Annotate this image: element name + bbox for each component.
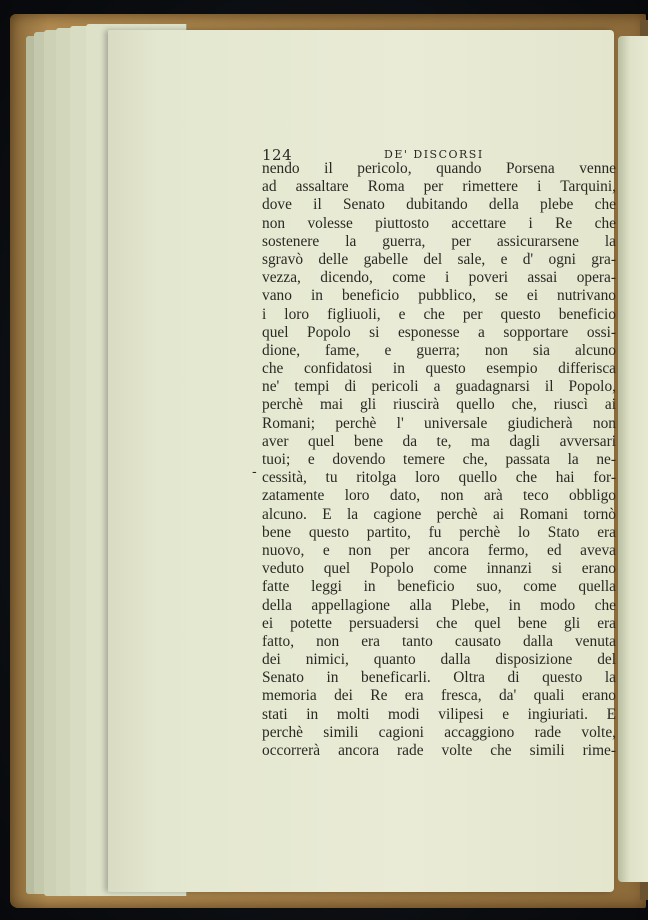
- text-line: nendo il pericolo, quando Porsena venne: [262, 160, 616, 177]
- text-line: cessità, tu ritolga loro quello che hai for-: [262, 469, 616, 487]
- text-line: ei potette persuadersi che quel bene gli era: [262, 614, 616, 632]
- text-line: ad assaltare Roma per rimettere i Tarquini,: [262, 178, 616, 196]
- text-line: occorrerà ancora rade volte che simili rime-: [262, 742, 616, 759]
- text-line: dei nimici, quanto dalla disposizione del: [262, 651, 616, 669]
- body-text: [262, 160, 616, 760]
- facing-page: [618, 36, 648, 882]
- text-line: aver quel bene da te, ma dagli avversari: [262, 432, 616, 450]
- text-line: quel Popolo si esponesse a sopportare ossi-: [262, 323, 616, 341]
- text-line: perchè simili cagioni accaggiono rade volte,: [262, 723, 616, 741]
- text-line: vezza, dicendo, come i poveri assai opera-: [262, 269, 616, 287]
- text-line: memoria dei Re era fresca, da' quali erano: [262, 687, 616, 705]
- text-line: della appellagione alla Plebe, in modo che: [262, 596, 616, 614]
- text-line: Senato in beneficarli. Oltra di questo la: [262, 669, 616, 687]
- text-line: perchè mai gli riuscirà quello che, riuscì ai: [262, 396, 616, 414]
- text-line: dove il Senato dubitando della plebe che: [262, 196, 616, 214]
- text-line: alcuno. E la cagione perchè ai Romani tornò: [262, 505, 616, 523]
- text-line: Romani; perchè l' universale giudicherà non: [262, 414, 616, 432]
- text-line: bene questo partito, fu perchè lo Stato era: [262, 523, 616, 541]
- text-line: sgravò delle gabelle del sale, e d' ogni gra-: [262, 250, 616, 268]
- marginal-mark: -: [252, 464, 257, 480]
- page-number: 124: [262, 146, 293, 164]
- text-line: vano in beneficio pubblico, se ei nutrivano: [262, 287, 616, 305]
- text-line: non volesse piuttosto accettare i Re che: [262, 214, 616, 232]
- text-line: fatto, non era tanto causato dalla venuta: [262, 632, 616, 650]
- running-title: DE' DISCORSI: [384, 148, 484, 161]
- text-line: zatamente loro dato, non arà teco obbligo: [262, 487, 616, 505]
- text-line: che confidatosi in questo esempio differisca: [262, 360, 616, 378]
- text-line: i loro figliuoli, e che per questo beneficio: [262, 305, 616, 323]
- text-line: fatte leggi in beneficio suo, come quella: [262, 578, 616, 596]
- text-line: dione, fame, e guerra; non sia alcuno: [262, 341, 616, 359]
- text-line: ne' tempi di pericoli a guadagnarsi il Popolo,: [262, 378, 616, 396]
- text-line: stati in molti modi vilipesi e ingiuriati. E: [262, 705, 616, 723]
- text-line: tuoi; e dovendo temere che, passata la ne-: [262, 451, 616, 468]
- text-line: sostenere la guerra, per assicurarsene la: [262, 232, 616, 250]
- text-line: veduto quel Popolo come innanzi si erano: [262, 560, 616, 578]
- text-line: nuovo, e non per ancora fermo, ed aveva: [262, 541, 616, 559]
